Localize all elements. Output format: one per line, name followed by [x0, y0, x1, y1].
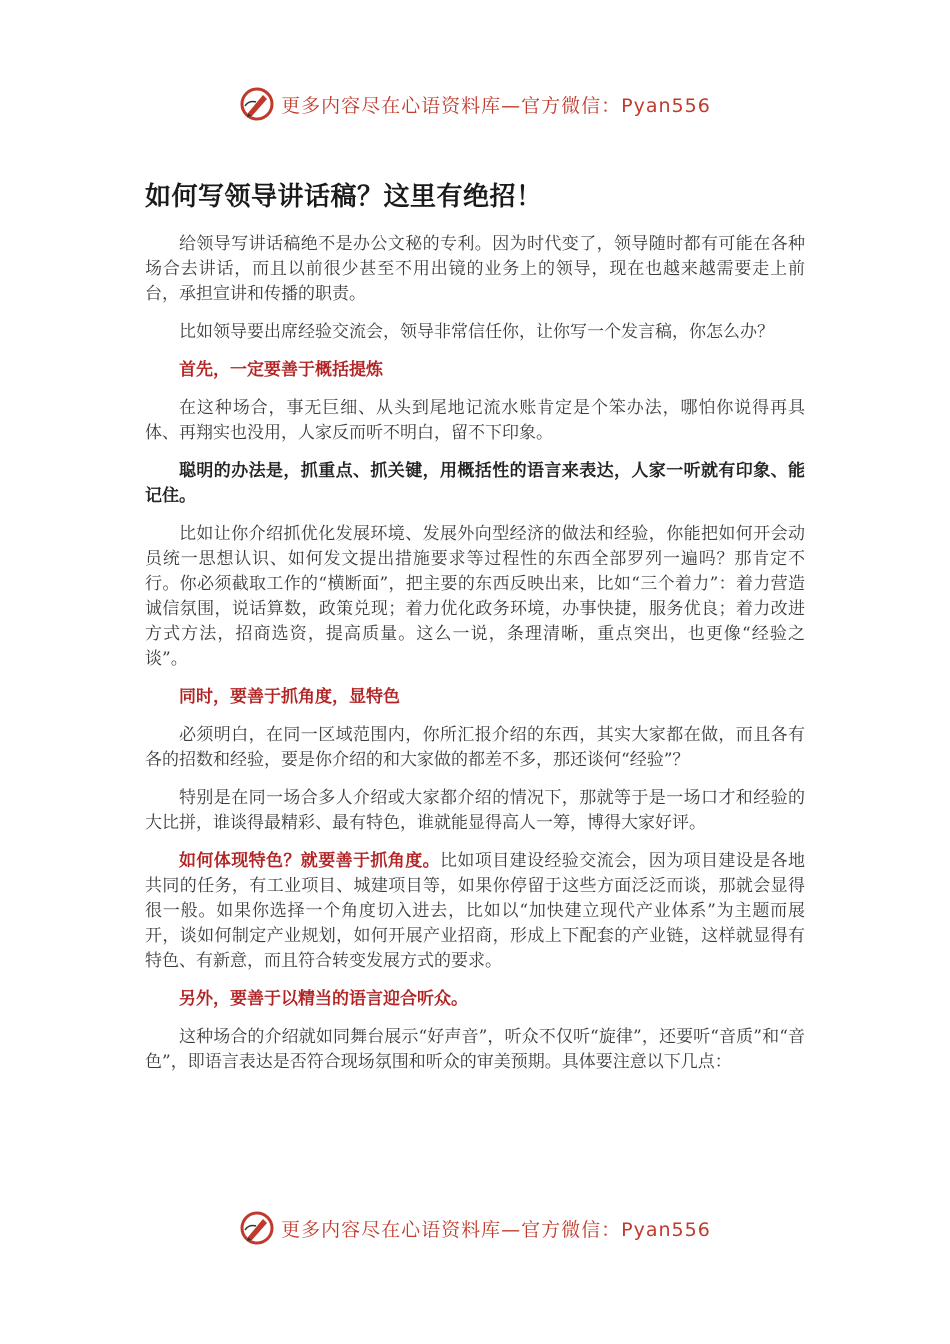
wechat-id: Pyan556	[621, 1218, 711, 1241]
bold-paragraph: 聪明的办法是，抓重点、抓关键，用概括性的语言来表达，人家一听就有印象、能记住。	[145, 461, 805, 506]
footer-banner	[0, 1208, 950, 1248]
paragraph-8: 这种场合的介绍就如同舞台展示“好声音”，听众不仅听“旋律”，还要听“音质”和“音色”，即语言表达是否符合现场氛围和听众的审美预期。具体要注意以下几点：	[145, 1027, 805, 1072]
paragraph-7	[145, 849, 805, 974]
paragraph-3: 在这种场合，事无巨细、从头到尾地记流水账肯定是个笨办法，哪怕你说得再具体、再翔实也没用，人家反而听不明白，留不下印象。	[145, 398, 805, 443]
paragraph-5: 必须明白，在同一区域范围内，你所汇报介绍的东西，其实大家都在做，而且各有各的招数和经验，要是你介绍的和大家做的都差不多，那还谈何“经验”？	[145, 725, 805, 770]
section-heading-1: 首先，一定要善于概括提炼	[179, 360, 383, 380]
pen-circle-logo-icon	[239, 86, 275, 122]
wechat-id: Pyan556	[621, 94, 711, 117]
header-banner-text: 更多内容尽在心语资料库—官方微信：Pyan556	[281, 94, 711, 117]
paragraph-1: 给领导写讲话稿绝不是办公文秘的专利。因为时代变了，领导随时都有可能在各种场合去讲话，而且以前很少甚至不用出镜的业务上的领导，现在也越来越需要走上前台，承担宣讲和传播的职责。	[145, 234, 805, 304]
pen-circle-logo-icon	[239, 1210, 275, 1246]
footer-banner-text: 更多内容尽在心语资料库—官方微信：Pyan556	[281, 1218, 711, 1241]
paragraph-7-text: 比如项目建设经验交流会，因为项目建设是各地共同的任务，有工业项目、城建项目等，如果你停留于这些方面泛泛而谈，那就会显得很一般。如果你选择一个角度切入进去，比如以“加快建立现代产业体系”为主题而展开，谈如何制定产业规划，如何开展产业招商，形成上下配套的产业链，这样就显得有特色、有新意，而且符合转变发展方式的要求。	[145, 851, 805, 971]
section-heading-2: 同时，要善于抓角度，显特色	[179, 687, 400, 707]
paragraph-2: 比如领导要出席经验交流会，领导非常信任你，让你写一个发言稿，你怎么办？	[179, 322, 774, 342]
paragraph-6: 特别是在同一场合多人介绍或大家都介绍的情况下，那就等于是一场口才和经验的大比拼，谁谈得最精彩、最有特色，谁就能显得高人一筹，博得大家好评。	[145, 788, 805, 833]
header-banner	[0, 84, 950, 124]
paragraph-4: 比如让你介绍抓优化发展环境、发展外向型经济的做法和经验，你能把如何开会动员统一思想认识、如何发文提出措施要求等过程性的东西全部罗列一遍吗？那肯定不行。你必须截取工作的“横断面”，把主要的东西反映出来，比如“三个着力”：着力营造诚信氛围，说话算数，政策兑现；着力优化政务环境，办事快捷，服务优良；着力改进方式方法，招商选资，提高质量。这么一说，条理清晰，重点突出，也更像“经验之谈”。	[145, 524, 805, 669]
article-title: 如何写领导讲话稿？这里有绝招！	[145, 182, 543, 212]
inline-heading: 如何体现特色？就要善于抓角度。	[179, 851, 440, 871]
article-body	[145, 232, 805, 1088]
section-heading-3: 另外，要善于以精当的语言迎合听众。	[179, 989, 468, 1009]
